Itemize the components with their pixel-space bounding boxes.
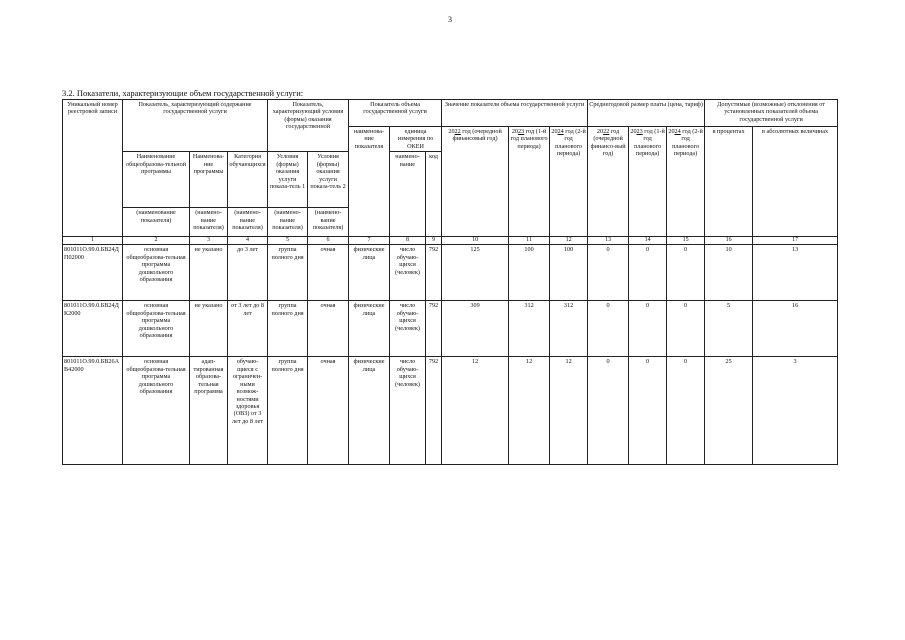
header-sub-cond1: Условия (формы) оказания услуги показа-тель 1 bbox=[268, 152, 308, 208]
row-value-2022: 309 bbox=[442, 301, 509, 357]
row-cond1: группа полного дня bbox=[268, 357, 308, 465]
column-number: 11 bbox=[509, 237, 550, 245]
header-dev-absolute: в абсолютных величинах bbox=[753, 127, 838, 237]
column-number: 8 bbox=[390, 237, 426, 245]
header-content-indicator: Показатель, характеризующий содержание государственной услуги bbox=[123, 100, 268, 152]
row-value-2023: 12 bbox=[509, 357, 550, 465]
column-number: 1 bbox=[63, 237, 123, 245]
row-cond1: группа полного дня bbox=[268, 245, 308, 301]
row-dev-percent: 5 bbox=[705, 301, 753, 357]
volume-indicators-table bbox=[62, 99, 838, 465]
row-value-2024: 312 bbox=[550, 301, 588, 357]
row-value-2023: 312 bbox=[509, 301, 550, 357]
header-placeholder-4: (наимено-вание показателя) bbox=[268, 208, 308, 237]
row-dev-percent: 10 bbox=[705, 245, 753, 301]
column-number: 15 bbox=[667, 237, 705, 245]
header-unit: единица измерения по ОКЕИ bbox=[390, 127, 442, 152]
row-unit-name: число обучаю-щихся (человек) bbox=[390, 301, 426, 357]
column-number: 17 bbox=[753, 237, 838, 245]
row-id: 801011О.99.0.БВ24ДП02000 bbox=[63, 245, 123, 301]
column-number: 3 bbox=[190, 237, 228, 245]
row-cond2: очная bbox=[308, 301, 349, 357]
row-unit-code: 792 bbox=[426, 301, 442, 357]
row-dev-percent: 25 bbox=[705, 357, 753, 465]
header-sub-cond2: Условия (формы) оказания услуги показа-тель 2 bbox=[308, 152, 349, 208]
row-program-name: не указано bbox=[190, 301, 228, 357]
row-indicator: физические лица bbox=[349, 301, 390, 357]
header-volume-value: Значение показателя объема государственной услуги bbox=[442, 100, 588, 127]
column-number: 10 bbox=[442, 237, 509, 245]
page-number: 3 bbox=[448, 15, 452, 24]
header-sub-program-name: Наименование общеобразова-тельной программы bbox=[123, 152, 190, 208]
table-row bbox=[63, 301, 838, 357]
row-category: обучаю-щиеся с ограничен-ными возмож-ностями здоровья (ОВЗ) от 3 лет до 8 лет bbox=[228, 357, 268, 465]
row-program: основная общеобразова-тельная программа дошкольного образования bbox=[123, 357, 190, 465]
row-unit-name: число обучаю-щихся (человек) bbox=[390, 245, 426, 301]
header-volume-year-1: 2022 год (очередной финансовый год) bbox=[442, 127, 509, 237]
header-volume-year-3: 2024 год (2-й год планового периода) bbox=[550, 127, 588, 237]
row-unit-code: 792 bbox=[426, 245, 442, 301]
section-title: 3.2. Показатели, характеризующие объем государственной услуги: bbox=[62, 88, 304, 98]
row-program: основная общеобразова-тельная программа дошкольного образования bbox=[123, 245, 190, 301]
header-indicator-name: наименова-ние показателя bbox=[349, 127, 390, 237]
column-number: 12 bbox=[550, 237, 588, 245]
header-placeholder-5: (наимено-вание показателя) bbox=[308, 208, 349, 237]
column-number: 16 bbox=[705, 237, 753, 245]
header-price-year-3: 2024 год (2-й год планового периода) bbox=[667, 127, 705, 237]
row-value-2022: 12 bbox=[442, 357, 509, 465]
row-category: от 3 лет до 8 лет bbox=[228, 301, 268, 357]
row-dev-absolute: 3 bbox=[753, 357, 838, 465]
column-number: 14 bbox=[629, 237, 667, 245]
row-category: до 3 лет bbox=[228, 245, 268, 301]
row-id: 801011О.99.0.БВ26АВ42000 bbox=[63, 357, 123, 465]
header-placeholder-1: (наименование показателя) bbox=[123, 208, 190, 237]
header-deviations: Допустимые (возможные) отклонения от установленных показателей объема государственной услуги bbox=[705, 100, 838, 127]
column-number: 2 bbox=[123, 237, 190, 245]
header-placeholder-2: (наимено-вание показателя) bbox=[190, 208, 228, 237]
row-program-name: адап-тированная образова-тельная программа bbox=[190, 357, 228, 465]
header-price-year-1: 2022 год (очередной финансо-вый год) bbox=[588, 127, 629, 237]
header-placeholder-3: (наимено-вание показателя) bbox=[228, 208, 268, 237]
header-unique-number: Уникальный номер реестровой записи bbox=[63, 100, 123, 237]
column-number: 7 bbox=[349, 237, 390, 245]
row-indicator: физические лица bbox=[349, 357, 390, 465]
row-value-2022: 125 bbox=[442, 245, 509, 301]
header-unit-name: наимено-вание bbox=[390, 152, 426, 237]
column-number: 4 bbox=[228, 237, 268, 245]
row-program: основная общеобразова-тельная программа дошкольного образования bbox=[123, 301, 190, 357]
row-dev-absolute: 16 bbox=[753, 301, 838, 357]
table-row bbox=[63, 245, 838, 301]
header-price-year-2: 2023 год (1-й год планового периода) bbox=[629, 127, 667, 237]
header-unit-code: код bbox=[426, 152, 442, 237]
row-value-2024: 100 bbox=[550, 245, 588, 301]
row-cond1: группа полного дня bbox=[268, 301, 308, 357]
table-row bbox=[63, 357, 838, 465]
row-price-2023: 0 bbox=[629, 301, 667, 357]
row-value-2024: 12 bbox=[550, 357, 588, 465]
column-numbers-row bbox=[63, 237, 838, 245]
row-cond2: очная bbox=[308, 357, 349, 465]
row-value-2023: 100 bbox=[509, 245, 550, 301]
row-price-2023: 0 bbox=[629, 357, 667, 465]
column-number: 13 bbox=[588, 237, 629, 245]
row-price-2024: 0 bbox=[667, 245, 705, 301]
row-unit-name: число обучаю-щихся (человек) bbox=[390, 357, 426, 465]
column-number: 5 bbox=[268, 237, 308, 245]
row-price-2024: 0 bbox=[667, 357, 705, 465]
row-price-2022: 0 bbox=[588, 245, 629, 301]
row-program-name: не указано bbox=[190, 245, 228, 301]
column-number: 6 bbox=[308, 237, 349, 245]
header-dev-percent: в процентах bbox=[705, 127, 753, 237]
header-avg-price: Среднегодовой размер платы (цена, тариф) bbox=[588, 100, 705, 127]
row-dev-absolute: 13 bbox=[753, 245, 838, 301]
row-price-2022: 0 bbox=[588, 357, 629, 465]
row-price-2022: 0 bbox=[588, 301, 629, 357]
header-sub-programs: Наименова-ние программы bbox=[190, 152, 228, 208]
row-cond2: очная bbox=[308, 245, 349, 301]
column-number: 9 bbox=[426, 237, 442, 245]
header-conditions-indicator: Показатель, характеризующий условия (формы) оказания государственной bbox=[268, 100, 349, 152]
header-volume-year-2: 2023 год (1-й год планового периода) bbox=[509, 127, 550, 237]
row-price-2023: 0 bbox=[629, 245, 667, 301]
row-unit-code: 792 bbox=[426, 357, 442, 465]
row-price-2024: 0 bbox=[667, 301, 705, 357]
row-id: 801011О.99.0.БВ24ДК2000 bbox=[63, 301, 123, 357]
header-volume-indicator: Показатель объема государственной услуги bbox=[349, 100, 442, 127]
row-indicator: физические лица bbox=[349, 245, 390, 301]
header-sub-category: Категория обучающихся bbox=[228, 152, 268, 208]
